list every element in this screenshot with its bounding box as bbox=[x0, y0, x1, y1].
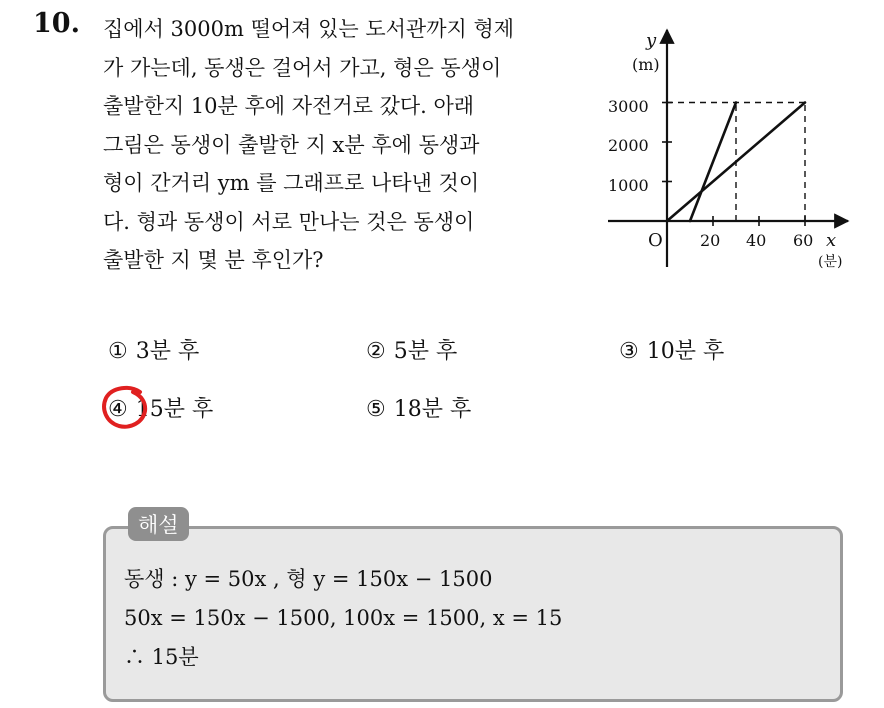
y-axis-unit: (m) bbox=[632, 55, 660, 74]
question-line: 출발한지 10분 후에 자전거로 갔다. 아래 bbox=[103, 94, 475, 118]
question-line: 다. 형과 동생이 서로 만나는 것은 동생이 bbox=[103, 209, 475, 234]
question-line: 출발한 지 몇 분 후인가? bbox=[103, 248, 324, 272]
question-number: 10. bbox=[33, 8, 80, 39]
question-line: 집에서 3000m 떨어져 있는 도서관까지 형제 bbox=[103, 17, 515, 41]
option-3[interactable] bbox=[619, 334, 724, 365]
option-text: 15분 후 bbox=[135, 397, 214, 422]
option-text: 3분 후 bbox=[135, 339, 200, 364]
question-line: 그림은 동생이 출발한 지 x분 후에 동생과 bbox=[103, 132, 480, 157]
option-text: 5분 후 bbox=[393, 339, 458, 364]
solution-line: 동생 : y = 50x , 형 y = 150x − 1500 bbox=[124, 567, 493, 591]
x-axis-unit: (분) bbox=[818, 254, 843, 270]
question-line: 가 가는데, 동생은 걸어서 가고, 형은 동생이 bbox=[103, 55, 502, 80]
solution-line: 50x = 150x − 1500, 100x = 1500, x = 15 bbox=[124, 606, 563, 630]
solution-line: ∴ 15분 bbox=[124, 645, 199, 669]
x-axis-label: x bbox=[826, 230, 837, 251]
option-2[interactable] bbox=[366, 334, 457, 365]
option-1[interactable] bbox=[108, 334, 199, 365]
x-tick-label: 40 bbox=[746, 231, 767, 250]
answer-circle-mark bbox=[100, 384, 150, 430]
option-text: 18분 후 bbox=[393, 397, 472, 422]
solution-tag: 해설 bbox=[128, 507, 189, 541]
origin-label: O bbox=[648, 230, 663, 251]
x-tick-label: 20 bbox=[700, 231, 721, 250]
question-text bbox=[103, 10, 583, 280]
option-text: 10분 후 bbox=[646, 339, 725, 364]
question-line: 형이 간거리 ym 를 그래프로 나타낸 것이 bbox=[103, 171, 480, 195]
option-number: ② bbox=[366, 339, 386, 364]
y-tick-label: 3000 bbox=[608, 97, 649, 116]
option-5[interactable] bbox=[366, 392, 471, 423]
option-number: ③ bbox=[619, 339, 639, 364]
option-number: ⑤ bbox=[366, 397, 386, 422]
x-tick-label: 60 bbox=[793, 231, 814, 250]
option-number: ④ bbox=[108, 397, 128, 422]
solution-body bbox=[124, 560, 562, 677]
y-tick-label: 2000 bbox=[608, 136, 649, 155]
distance-time-graph bbox=[598, 22, 858, 272]
y-axis-label: y bbox=[646, 30, 657, 51]
option-number: ① bbox=[108, 339, 128, 364]
y-tick-label: 1000 bbox=[608, 176, 649, 195]
series-line bbox=[690, 103, 736, 222]
